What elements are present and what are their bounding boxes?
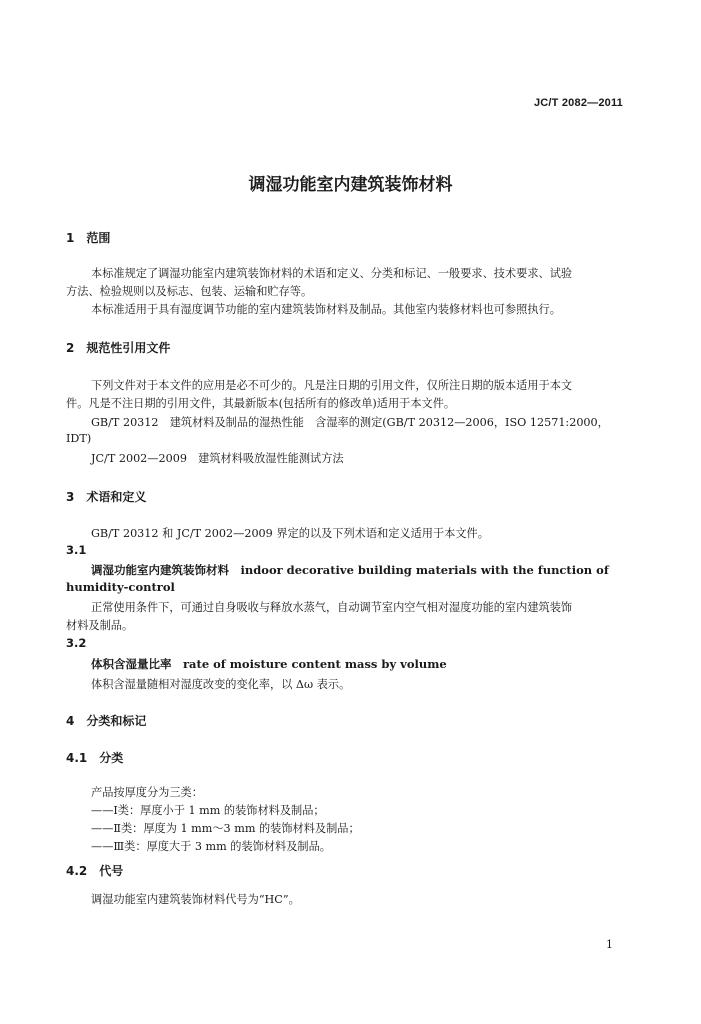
term-3-1-title-line-2: humidity-control [66,580,175,594]
section-2-heading: 2 规范性引用文件 [66,341,171,355]
section-3-intro: GB/T 20312 和 JC/T 2002—2009 界定的以及下列术语和定义适用于本文件。 [91,527,489,540]
classification-intro: 产品按厚度分为三类： [91,786,203,799]
product-code-text: 调湿功能室内建筑装饰材料代号为“HC”。 [91,893,300,906]
term-3-2-number: 3.2 [66,636,87,650]
reference-1-line-2: IDT) [66,432,92,445]
section-1-para-1-line-1: 本标准规定了调湿功能室内建筑装饰材料的术语和定义、分类和标记、一般要求、技术要求、试验 [91,267,573,280]
section-2-para-line-2: 件。凡是不注日期的引用文件，其最新版本(包括所有的修改单)适用于本文件。 [66,397,456,410]
class-1-item: ——Ⅰ类：厚度小于 1 mm 的装饰材料及制品； [91,804,325,817]
section-2-para-line-1: 下列文件对于本文件的应用是必不可少的。凡是注日期的引用文件，仅所注日期的版本适用于本文 [91,379,573,392]
class-2-item: ——Ⅱ类：厚度为 1 mm～3 mm 的装饰材料及制品； [91,822,360,835]
term-3-2-definition: 体积含湿量随相对湿度改变的变化率，以 Δω 表示。 [91,678,351,691]
term-3-1-definition-line-2: 材料及制品。 [66,619,134,632]
reference-2: JC/T 2002—2009 建筑材料吸放湿性能测试方法 [91,452,344,465]
term-3-2-title: 体积含湿量比率 rate of moisture content mass by volume [91,657,447,671]
term-3-1-definition-line-1: 正常使用条件下，可通过自身吸收与释放水蒸气，自动调节室内空气相对湿度功能的室内建筑装饰 [91,601,573,614]
term-3-1-number: 3.1 [66,543,87,557]
section-4-2-heading: 4.2 代号 [66,864,124,878]
section-1-heading: 1 范围 [66,231,111,245]
section-1-para-1-line-2: 方法、检验规则以及标志、包装、运输和贮存等。 [66,285,313,298]
document-title: 调湿功能室内建筑装饰材料 [248,175,453,195]
section-4-heading: 4 分类和标记 [66,714,147,728]
term-3-1-title-line-1: 调湿功能室内建筑装饰材料 indoor decorative building materials with the function of [91,563,609,577]
standard-code: JC/T 2082—2011 [533,97,623,109]
section-4-1-heading: 4.1 分类 [66,751,124,765]
section-3-heading: 3 术语和定义 [66,490,147,504]
reference-1-line-1: GB/T 20312 建筑材料及制品的湿热性能 含湿率的测定(GB/T 20312—2006，ISO 12571:2000， [91,416,609,429]
page-number: 1 [606,938,613,951]
section-1-para-2: 本标准适用于具有湿度调节功能的室内建筑装饰材料及制品。其他室内装修材料也可参照执行。 [91,303,561,316]
class-3-item: ——Ⅲ类：厚度大于 3 mm 的装饰材料及制品。 [91,840,331,853]
